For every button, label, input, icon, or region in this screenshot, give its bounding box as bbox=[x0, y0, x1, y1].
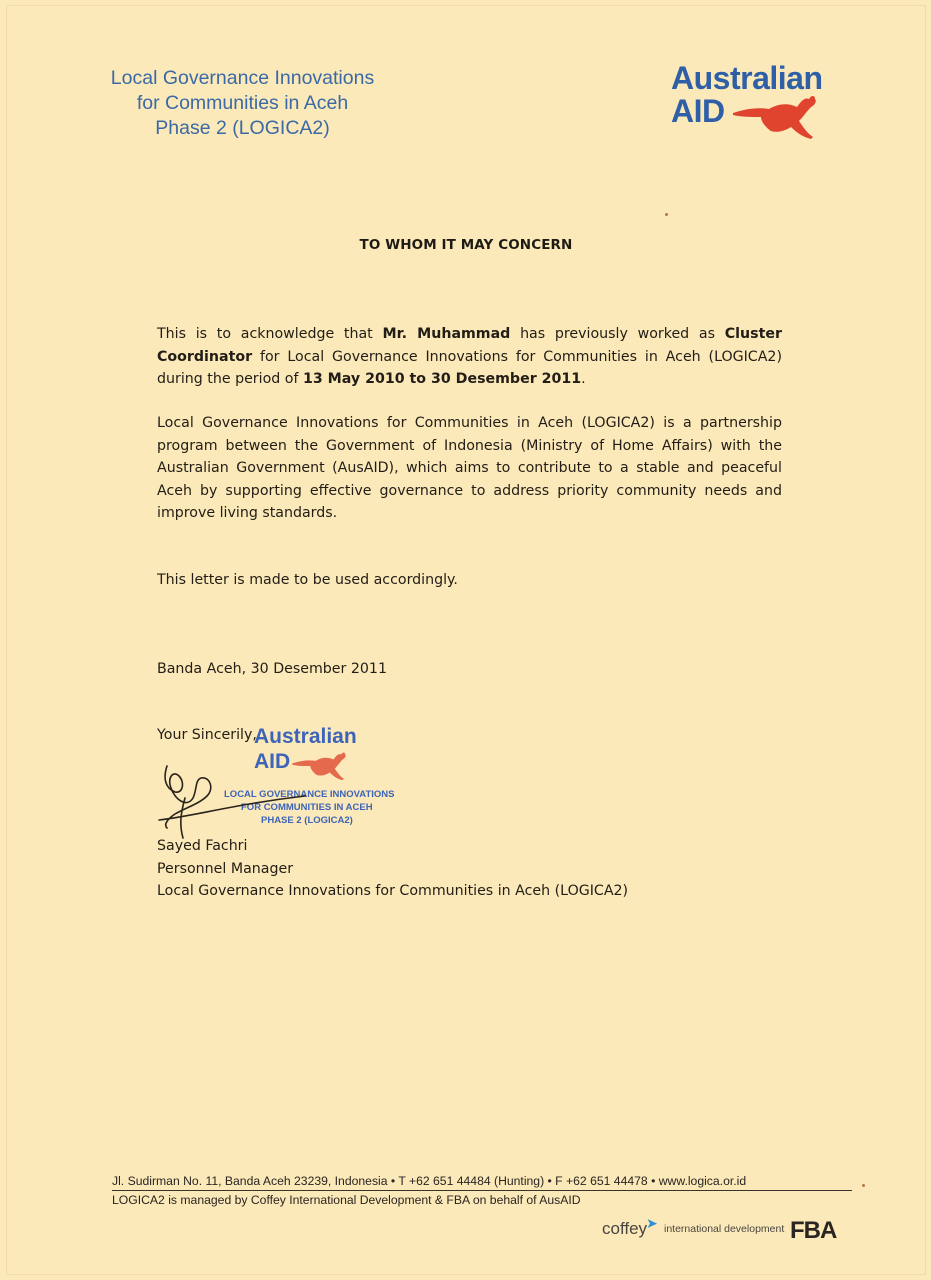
place-and-date: Banda Aceh, 30 Desember 2011 bbox=[157, 661, 387, 677]
org-line-2: for Communities in Aceh bbox=[136, 92, 349, 114]
letter-heading: TO WHOM IT MAY CONCERN bbox=[359, 237, 573, 253]
footer-managed-by: LOGICA2 is managed by Coffey International Development & FBA on behalf of AusAID bbox=[112, 1193, 581, 1207]
paragraph-program-description: Local Governance Innovations for Communities in Aceh (LOGICA2) is a partnership program between the Government of Indonesia (Ministry of Home Affairs) with the Australian Government (AusAID), which aims to contribute to a stable and peaceful Aceh by supporting effective governance to address priority community needs and improve living standards. bbox=[157, 415, 782, 521]
footer-address: Jl. Sudirman No. 11, Banda Aceh 23239, Indonesia • T +62 651 44484 (Hunting) • F +62 651 44478 • www.logica.or.id bbox=[112, 1174, 852, 1191]
australian-aid-logo bbox=[671, 61, 861, 151]
paragraph-acknowledgement bbox=[157, 323, 782, 391]
paper-speck bbox=[665, 213, 668, 216]
kangaroo-icon bbox=[731, 91, 821, 143]
p1-text-1: This is to acknowledge that bbox=[157, 326, 383, 342]
p1-text-4: . bbox=[581, 371, 586, 387]
stamp-sub-3: PHASE 2 (LOGICA2) bbox=[261, 815, 353, 826]
paper-speck bbox=[862, 1184, 865, 1187]
coffey-arrow-icon: ➤ bbox=[646, 1216, 658, 1232]
stamp-sub-2: FOR COMMUNITIES IN ACEH bbox=[241, 802, 373, 813]
signatory-title: Personnel Manager bbox=[157, 860, 294, 877]
stamp-line-2: AID bbox=[254, 750, 291, 773]
signatory-block bbox=[157, 835, 782, 903]
org-line-3: Phase 2 (LOGICA2) bbox=[155, 117, 330, 139]
fba-logo: FBA bbox=[790, 1217, 837, 1244]
logo-line-1: Australian bbox=[671, 60, 823, 96]
letter-page bbox=[6, 5, 926, 1275]
org-line-1: Local Governance Innovations bbox=[110, 67, 375, 89]
p1-text-2: has previously worked as bbox=[510, 326, 725, 342]
coffey-logo: coffey bbox=[602, 1219, 648, 1238]
signatory-name: Sayed Fachri bbox=[157, 838, 248, 854]
p1-text-3: for Local Governance Innovations for Communities in Aceh (LOGICA2) during the period of bbox=[157, 348, 782, 387]
employment-period: 13 May 2010 to 30 Desember 2011 bbox=[302, 371, 582, 387]
partner-logos bbox=[602, 1216, 857, 1252]
employee-role: Cluster Coordinator bbox=[157, 326, 782, 365]
letter-footer bbox=[112, 1174, 852, 1207]
organization-title bbox=[95, 66, 390, 141]
stamp-sub-1: LOCAL GOVERNANCE INNOVATIONS bbox=[224, 789, 395, 800]
employee-name: Mr. Muhammad bbox=[382, 326, 511, 342]
signatory-organization: Local Governance Innovations for Communities in Aceh (LOGICA2) bbox=[157, 883, 629, 899]
coffey-subtitle: international development bbox=[664, 1223, 785, 1235]
stamp-line-1: Australian bbox=[254, 725, 357, 748]
paragraph-usage: This letter is made to be used accordingly. bbox=[157, 572, 458, 588]
logo-line-2: AID bbox=[671, 93, 725, 129]
closing-salutation: Your Sincerily, bbox=[157, 727, 257, 743]
